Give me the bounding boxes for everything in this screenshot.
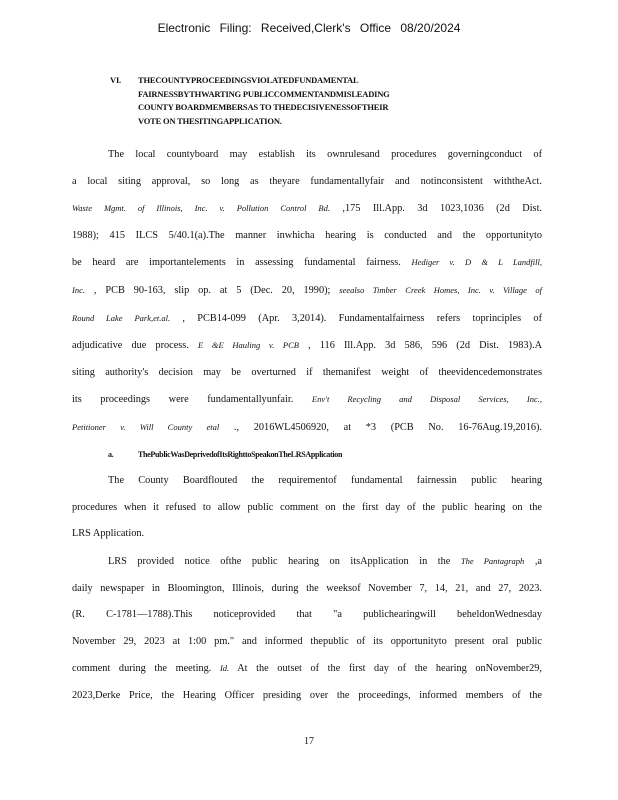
text-line: its proceedings were fundamentallyunfair. Env't Recycling and Disposal Services, Inc., bbox=[72, 394, 542, 406]
text-line: adjudicative due process. E &E Hauling v. PCB , 116 Ill.App. 3d 586, 596 (2d Dist. 1983).A bbox=[72, 340, 543, 352]
subheading bbox=[72, 442, 542, 469]
body-text bbox=[72, 142, 542, 709]
text-line: siting authority's decision may be overturned if themanifest weight of theevidencedemonstrates bbox=[72, 366, 542, 378]
section-heading-line: FAIRNESSBYTHWARTING PUBLICCOMMENTANDMISLEADING bbox=[138, 88, 390, 99]
text-line: 1988); 415 ILCS 5/40.1(a).The manner inwhicha hearing is conducted and the opportunityto bbox=[72, 229, 542, 241]
newspaper-name: The Pantagraph bbox=[460, 555, 525, 566]
case-citation: Env't Recycling and Disposal Services, Inc., bbox=[311, 394, 542, 405]
text-line: LRS Application. bbox=[72, 528, 145, 540]
text-line: daily newspaper in Bloomington, Illinois, during the weeksof November 7, 14, 21, and 27, 2023. bbox=[72, 582, 542, 594]
section-number: VI. bbox=[110, 75, 121, 85]
text-line: 2023,Derke Price, the Hearing Officer presiding over the proceedings, informed members of the bbox=[72, 689, 542, 701]
case-citation: Petitioner v. Will County etal bbox=[72, 421, 220, 432]
text-line: (R. C-1781—1788).This noticeprovided that "a publichearingwill beheldonWednesday bbox=[72, 609, 542, 621]
case-citation: Inc. bbox=[72, 284, 85, 295]
subheading-letter: a. bbox=[108, 449, 114, 459]
text-line: Waste Mgmt. of Illinois, Inc. v. Pollution Control Bd. ,175 Ill.App. 3d 1023,1036 (2d Dist. bbox=[72, 203, 542, 215]
case-citation: E &E Hauling v. PCB bbox=[198, 340, 299, 351]
case-citation: Waste Mgmt. of Illinois, Inc. v. Pollution Control Bd. bbox=[72, 203, 330, 214]
section-heading-line: VI. THECOUNTYPROCEEDINGSVIOLATEDFUNDAMENTAL bbox=[110, 74, 490, 88]
page-number: 17 bbox=[304, 736, 314, 747]
section-heading-line: VOTE ON THESITINGAPPLICATION. bbox=[138, 115, 282, 126]
text-line: November 29, 2023 at 1:00 pm." and informed thepublic of its opportunityto present oral public bbox=[72, 635, 542, 647]
text-line: a local siting approval, so long as theyare fundamentallyfair and notinconsistent withtheAct. bbox=[72, 175, 542, 187]
case-citation: Round Lake Park,et.al. bbox=[72, 312, 171, 323]
subheading-text: ThePublicWasDeprivedofItsRighttoSpeakonTheLRSApplication bbox=[138, 449, 343, 459]
text-line: be heard are importantelements in assessing fundamental fairness. Hediger v. D & L Landfill, bbox=[72, 257, 543, 269]
text-line: The County Boardflouted the requirementof fundamental fairnessin public hearing bbox=[108, 475, 542, 487]
id-citation: Id. bbox=[219, 663, 230, 674]
text-line: Petitioner v. Will County etal ., 2016WL4506920, at *3 (PCB No. 16-76Aug.19,2016). bbox=[72, 421, 542, 433]
section-heading-line: COUNTY BOARDMEMBERSAS TO THEDECISIVENESSOFTHEIR bbox=[138, 102, 389, 112]
text-line: The local countyboard may establish its ownrulesand procedures governingconduct of bbox=[108, 149, 542, 160]
text-line: procedures when it refused to allow public comment on the first day of the public hearing on the bbox=[72, 501, 542, 513]
text-line: Round Lake Park,et.al. , PCB14-099 (Apr. 3,2014). Fundamentalfairness refers toprinciples of bbox=[72, 312, 543, 324]
text-line: LRS provided notice ofthe public hearing on itsApplication in the The Pantagraph ,a bbox=[108, 555, 542, 567]
section-heading bbox=[110, 74, 490, 128]
case-citation: Hediger v. D & L Landfill, bbox=[411, 257, 543, 268]
text-line: comment during the meeting. Id. At the outset of the first day of the hearing onNovember29, bbox=[72, 663, 542, 675]
text-line: Inc. , PCB 90-163, slip op. at 5 (Dec. 20, 1990); seealso Timber Creek Homes, Inc. v. Village of bbox=[72, 284, 543, 296]
case-citation: seealso Timber Creek Homes, Inc. v. Village of bbox=[339, 284, 543, 295]
filing-stamp: Electronic Filing: Received,Clerk's Office 08/20/2024 bbox=[157, 21, 461, 35]
